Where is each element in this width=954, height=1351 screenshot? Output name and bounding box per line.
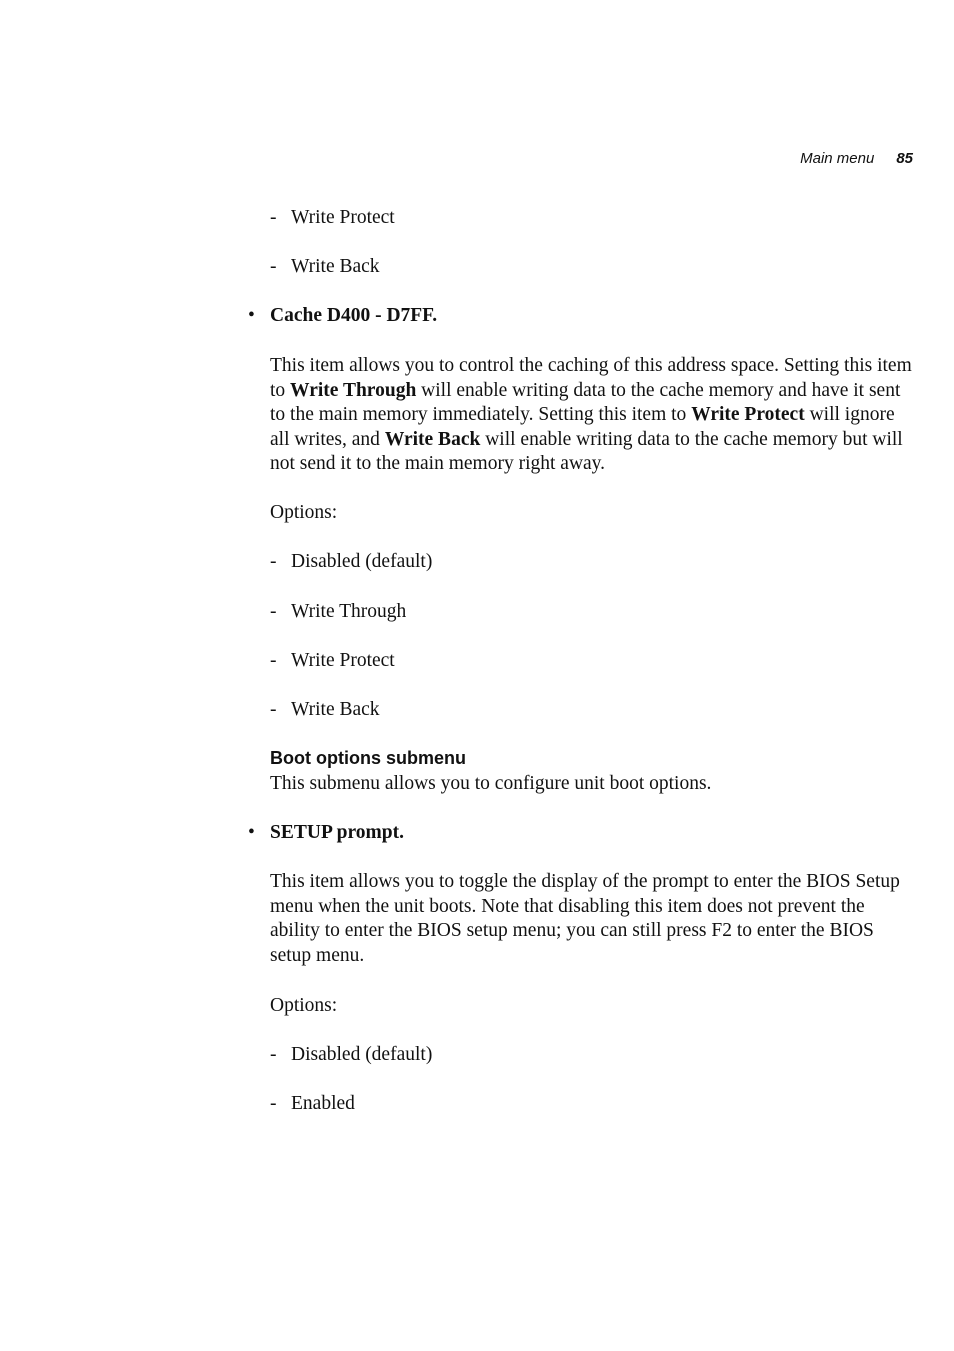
section-intro: This submenu allows you to configure unit boot options. — [270, 773, 712, 794]
option-label: Enabled — [291, 1093, 355, 1114]
option-label: Write Through — [291, 601, 407, 622]
running-head-section: Main menu — [800, 150, 875, 167]
dash-marker: - — [270, 207, 277, 228]
option-label: Write Protect — [291, 650, 395, 671]
description-text: This item allows you to control the caching of this address space. Setting this item to — [270, 355, 912, 401]
dash-marker: - — [270, 601, 277, 622]
term-write-protect: Write Protect — [691, 404, 805, 426]
option-item — [270, 1043, 432, 1068]
setup-item-title: SETUP prompt. — [270, 822, 405, 843]
bullet-icon: • — [248, 305, 255, 326]
term-write-back: Write Back — [384, 428, 481, 450]
option-item — [270, 1092, 355, 1117]
description-text: will enable writing data to the cache memory and have it sent to the main memory immediately. Setting this item to — [270, 379, 901, 426]
option-label: Write Back — [291, 699, 380, 720]
setup-item-description: This item allows you to toggle the display of the prompt to enter the BIOS Setup menu when the unit boots. Note that disabling this item does not prevent the ability to enter the BIOS setup menu; you can still press F2 to enter the BIOS setup menu. — [270, 871, 900, 966]
dash-marker: - — [270, 699, 277, 720]
bullet-icon: • — [248, 822, 255, 843]
dash-marker: - — [270, 256, 277, 277]
option-label: Disabled (default) — [291, 551, 433, 572]
page-number: 85 — [896, 150, 913, 167]
option-label: Write Protect — [291, 207, 395, 228]
options-label: Options: — [270, 502, 338, 523]
option-item — [270, 649, 395, 674]
dash-marker: - — [270, 650, 277, 671]
option-item — [270, 550, 432, 575]
running-head — [800, 150, 913, 167]
section-heading: Boot options submenu — [270, 748, 466, 768]
option-item — [270, 600, 406, 625]
option-label: Write Back — [291, 256, 380, 277]
term-write-through: Write Through — [290, 379, 417, 401]
dash-marker: - — [270, 1093, 277, 1114]
options-label: Options: — [270, 995, 338, 1016]
option-label: Disabled (default) — [291, 1044, 433, 1065]
description-text: will ignore all writes, and — [270, 404, 895, 450]
dash-marker: - — [270, 551, 277, 572]
option-item — [270, 255, 380, 280]
cache-item-description — [270, 354, 912, 477]
option-item — [270, 698, 380, 723]
option-item — [270, 206, 395, 231]
cache-item-title: Cache D400 - D7FF. — [270, 305, 438, 326]
dash-marker: - — [270, 1044, 277, 1065]
description-text: will enable writing data to the cache memory but will not send it to the main memory right away. — [270, 428, 903, 475]
